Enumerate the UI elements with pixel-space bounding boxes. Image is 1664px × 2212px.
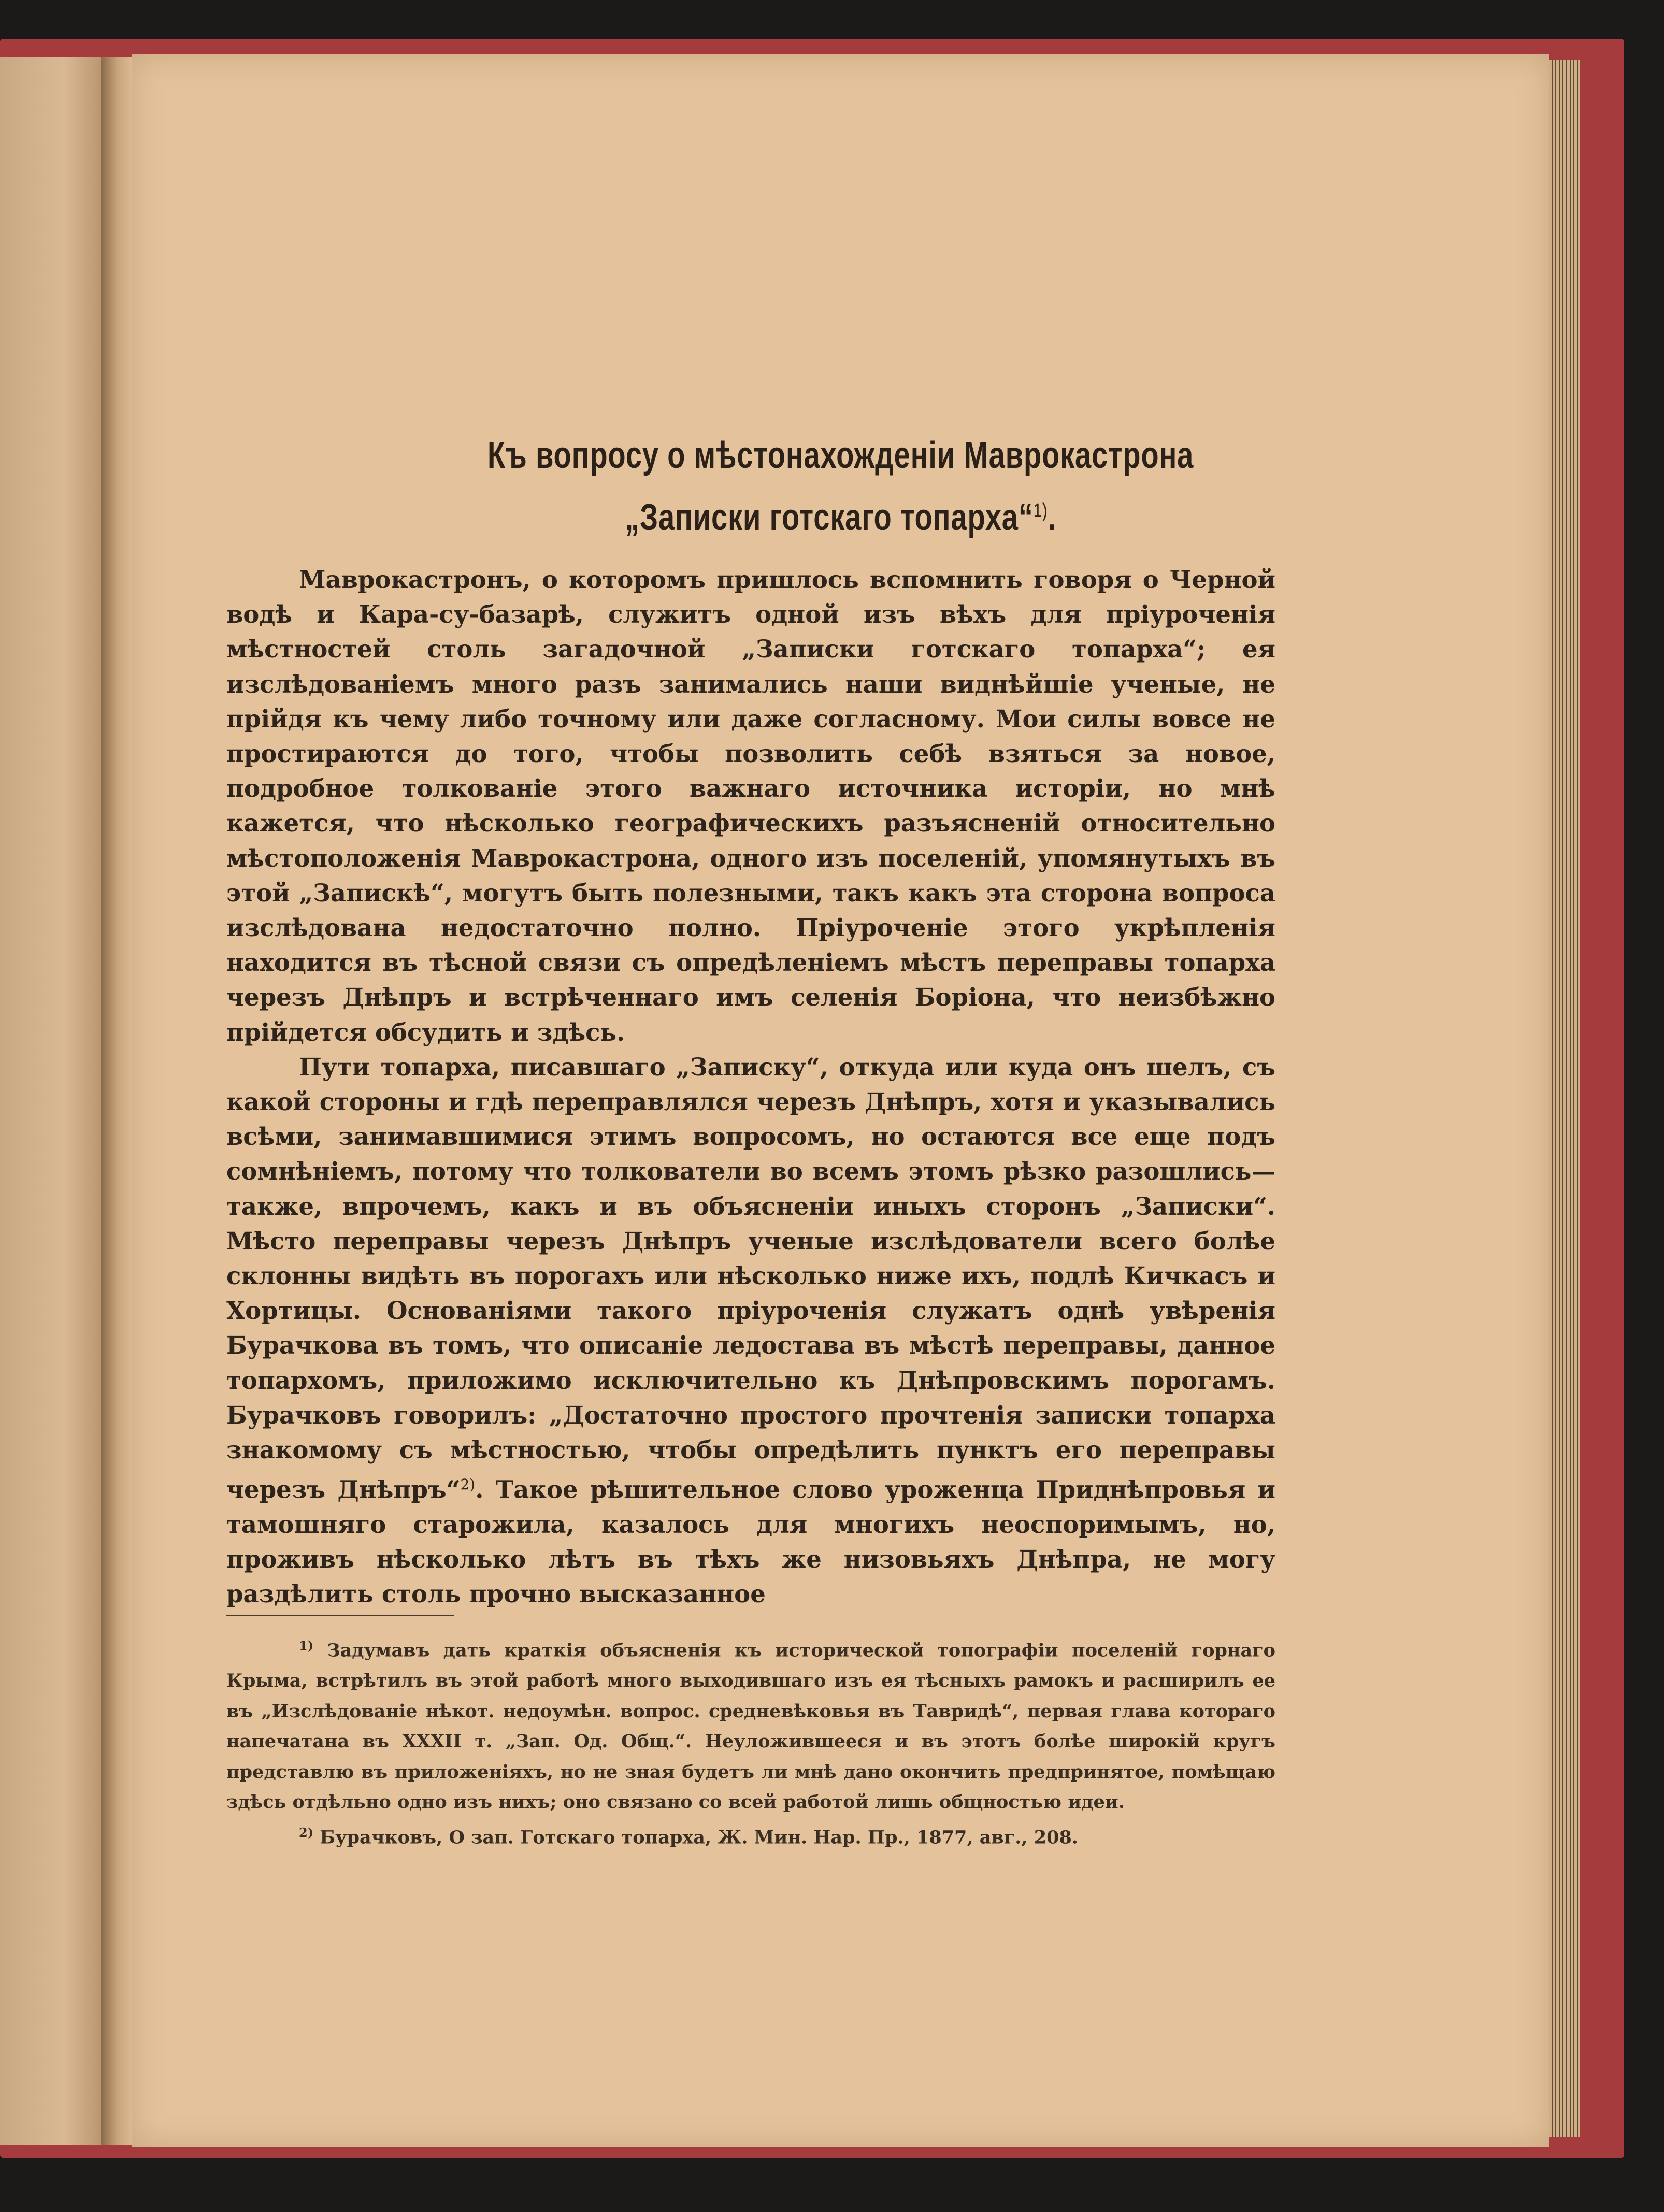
footnote-rule [226, 1615, 454, 1616]
paragraph-2-part-b: . Такое рѣшительное слово уроженца Приднѣпровья и тамошняго старожила, казалось для многихъ неоспоримымъ, но, проживъ нѣсколько лѣтъ въ тѣхъ же низовьяхъ Днѣпра, не могу раздѣлить столь прочно высказанное [226, 1475, 1275, 1608]
footnote-2-mark: 2) [299, 1825, 314, 1840]
footnote-2-text: Бурачковъ, О зап. Готскаго топарха, Ж. Мин. Нар. Пр., 1877, авг., 208. [313, 1827, 1078, 1848]
footnote-1 [226, 1631, 1275, 1818]
body-text [226, 562, 1275, 1612]
title-line-1 [288, 434, 1393, 477]
paragraph-1: Маврокастронъ, о которомъ пришлось вспомнить говоря о Черной водѣ и Кара-су-базарѣ, служитъ одной изъ вѣхъ для пріуроченія мѣстностей столь загадочной „Записки готскаго топарха“; ея изслѣдованіемъ много разъ занимались наши виднѣйшіе ученые, не прійдя къ чему либо точному или даже согласному. Мои силы вовсе не простираются до того, чтобы позволить себѣ взяться за новое, подробное толкованіе этого важнаго источника исторіи, но мнѣ кажется, что нѣсколько географическихъ разъясненій относительно мѣстоположенія Маврокастрона, одного изъ поселеній, упомянутыхъ въ этой „Запискѣ“, могутъ быть полезными, такъ какъ эта сторона вопроса изслѣдована недостаточно полно. Пріуроченіе этого укрѣпленія находится въ тѣсной связи съ опредѣленіемъ мѣстъ переправы топарха черезъ Днѣпръ и встрѣченнаго имъ селенія Боріона, что неизбѣжно прійдется обсудить и здѣсь. [226, 565, 1275, 1046]
paragraph-2 [226, 1050, 1275, 1612]
title-line-2-end: . [1048, 497, 1056, 538]
page-edges [1549, 60, 1580, 2137]
title-footnote-mark: 1) [1033, 500, 1048, 522]
left-page [0, 57, 106, 2145]
footnote-1-mark: 1) [299, 1638, 314, 1653]
footnote-2 [226, 1818, 1275, 1853]
title-line-2-text: „Записки готскаго топарха“ [625, 497, 1034, 538]
title-line-2 [288, 496, 1393, 539]
footnotes [226, 1631, 1275, 1853]
footnote-1-text: Задумавъ дать краткія объясненія къ исторической топографіи поселеній горнаго Крыма, встрѣтилъ въ этой работѣ много выходившаго изъ ея тѣсныхъ рамокъ и расширилъ ее въ „Изслѣдованіе нѣкот. недоумѣн. вопрос. средневѣковья въ Тавридѣ“, первая глава котораго напечатана въ XXXII т. „Зап. Од. Общ.“. Неуложившееся и въ этотъ болѣе широкій кругъ представлю въ приложеніяхъ, но не зная будетъ ли мнѣ дано окончить предпринятое, помѣщаю здѣсь отдѣльно одно изъ нихъ; оно связано со всей работой лишь общностью идеи. [226, 1640, 1275, 1813]
paragraph-2-part-a: Пути топарха, писавшаго „Записку“, откуда или куда онъ шелъ, съ какой стороны и гдѣ переправлялся черезъ Днѣпръ, хотя и указывались всѣми, занимавшимися этимъ вопросомъ, но остаются все еще подъ сомнѣніемъ, потому что толкователи во всемъ этомъ рѣзко разошлись—также, впрочемъ, какъ и въ объясненіи иныхъ сторонъ „Записки“. Мѣсто переправы черезъ Днѣпръ ученые изслѣдователи всего болѣе склонны видѣть въ порогахъ или нѣсколько ниже ихъ, подлѣ Кичкасъ и Хортицы. Основаніями такого пріуроченія служатъ однѣ увѣренія Бурачкова въ томъ, что описаніе ледостава въ мѣстѣ переправы, данное топархомъ, приложимо исключительно къ Днѣпровскимъ порогамъ. Бурачковъ говорилъ: „Достаточно простого прочтенія записки топарха знакомому съ мѣстностью, чтобы опредѣлить пунктъ его переправы черезъ Днѣпръ“ [226, 1052, 1275, 1504]
title-line-1-text: Къ вопросу о мѣстонахожденіи Маврокастрона [487, 435, 1194, 476]
paragraph-2-footnote-mark: 2) [460, 1476, 476, 1493]
